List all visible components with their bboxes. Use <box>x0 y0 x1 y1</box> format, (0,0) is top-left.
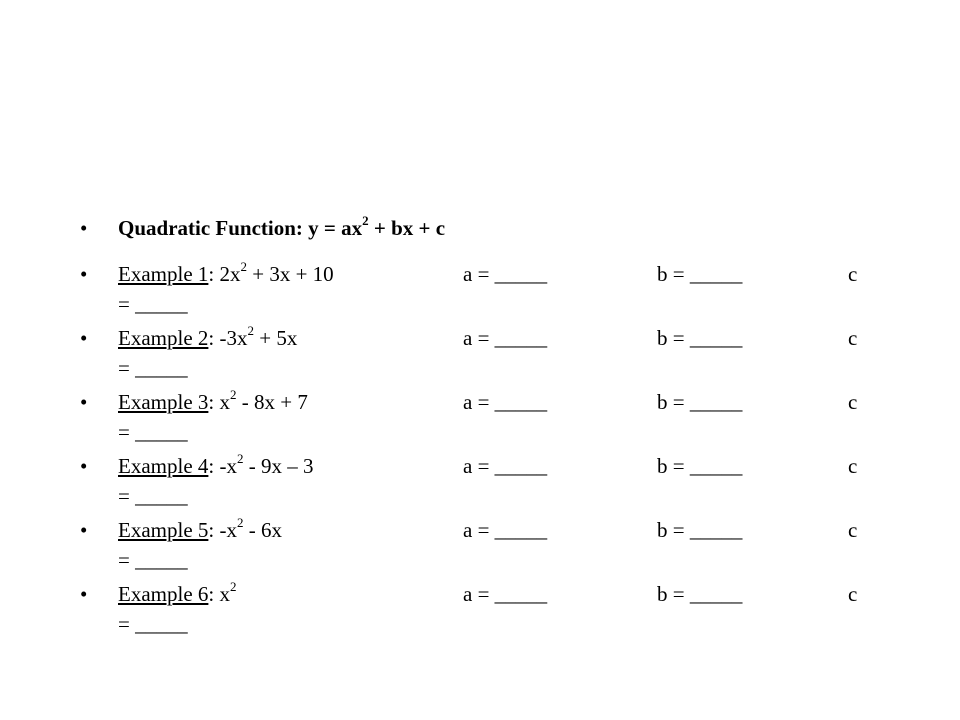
b-blank: b = _____ <box>657 518 743 542</box>
bullet-list <box>80 213 880 643</box>
c-blank: = _____ <box>118 484 188 508</box>
b-blank: b = _____ <box>657 326 743 350</box>
b-blank: b = _____ <box>657 454 743 478</box>
b-blank: b = _____ <box>657 390 743 414</box>
example-expression <box>118 259 334 289</box>
quadratic-function-heading <box>80 213 880 247</box>
expression-pre: x <box>219 582 230 606</box>
example-row-2 <box>80 323 880 383</box>
expression-pre: 2x <box>219 262 241 286</box>
c-letter: c <box>848 454 858 478</box>
expression-exponent: 2 <box>236 515 244 530</box>
bullet-icon: • <box>80 454 88 478</box>
c-blank: = _____ <box>118 356 188 380</box>
expression-exponent: 2 <box>229 387 237 402</box>
example-row-5 <box>80 515 880 575</box>
c-blank: = _____ <box>118 612 188 636</box>
a-blank: a = _____ <box>463 390 548 414</box>
example-colon: : <box>208 262 220 286</box>
c-letter: c <box>848 262 858 286</box>
heading-text <box>118 213 446 240</box>
bullet-icon: • <box>80 518 88 542</box>
example-expression <box>118 387 308 417</box>
example-expression <box>118 579 236 609</box>
c-letter: c <box>848 326 858 350</box>
a-blank: a = _____ <box>463 582 548 606</box>
bullet-icon: • <box>80 390 88 414</box>
example-expression <box>118 451 313 481</box>
c-blank: = _____ <box>118 292 188 316</box>
bullet-icon: • <box>80 582 88 606</box>
example-label: Example 4 <box>118 454 209 478</box>
example-colon: : <box>208 582 220 606</box>
expression-post: + 5x <box>253 326 298 350</box>
example-label: Example 6 <box>118 582 209 606</box>
example-label: Example 3 <box>118 390 209 414</box>
expression-pre: x <box>219 390 230 414</box>
bullet-icon: • <box>80 262 88 286</box>
example-colon: : <box>208 390 220 414</box>
c-letter: c <box>848 518 858 542</box>
example-row-6 <box>80 579 880 639</box>
expression-exponent: 2 <box>247 323 254 338</box>
a-blank: a = _____ <box>463 518 548 542</box>
expression-post: - 9x – 3 <box>243 454 314 478</box>
b-blank: b = _____ <box>657 262 743 286</box>
b-blank: b = _____ <box>657 582 743 606</box>
bullet-icon: • <box>80 326 88 350</box>
heading-exponent: 2 <box>362 213 369 228</box>
expression-post: - 8x + 7 <box>236 390 308 414</box>
a-blank: a = _____ <box>463 262 548 286</box>
example-row-1 <box>80 259 880 319</box>
c-blank: = _____ <box>118 420 188 444</box>
example-expression <box>118 515 282 545</box>
expression-exponent: 2 <box>240 259 247 274</box>
heading-prefix: Quadratic Function: y = ax <box>118 216 363 240</box>
example-label: Example 2 <box>118 326 209 350</box>
example-label: Example 1 <box>118 262 209 286</box>
expression-exponent: 2 <box>236 451 244 466</box>
expression-post: + 3x + 10 <box>246 262 334 286</box>
example-colon: : <box>208 518 220 542</box>
example-label: Example 5 <box>118 518 209 542</box>
expression-pre: -3x <box>219 326 248 350</box>
bullet-icon: • <box>80 216 88 240</box>
a-blank: a = _____ <box>463 326 548 350</box>
example-row-4 <box>80 451 880 511</box>
c-letter: c <box>848 582 858 606</box>
example-row-3 <box>80 387 880 447</box>
c-blank: = _____ <box>118 548 188 572</box>
expression-exponent: 2 <box>229 579 237 594</box>
c-letter: c <box>848 390 858 414</box>
expression-post: - 6x <box>243 518 282 542</box>
expression-pre: -x <box>219 454 237 478</box>
example-colon: : <box>208 326 220 350</box>
example-expression <box>118 323 297 353</box>
heading-suffix: + bx + c <box>368 216 446 240</box>
example-colon: : <box>208 454 220 478</box>
expression-pre: -x <box>219 518 237 542</box>
a-blank: a = _____ <box>463 454 548 478</box>
